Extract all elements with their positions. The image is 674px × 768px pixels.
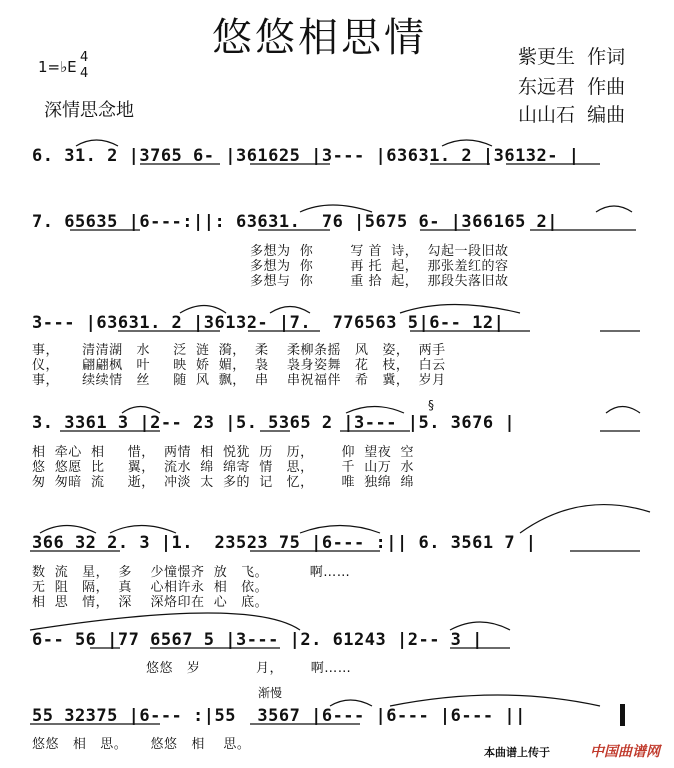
lyrics-line-6: 悠悠 岁 月， 啊…… — [146, 661, 352, 676]
score-line-2: 7. 65635 |6---:||: 63631. 76 |5675 6- |366165 2| — [32, 212, 559, 232]
slur-mark — [596, 206, 632, 212]
lyrics-line-7: 悠悠 相 思。 悠悠 相 思。 — [32, 737, 251, 752]
composer-credit: 东远君 作曲 — [518, 76, 626, 98]
lyrics-line-2-verse-2: 多想为 你 再 托 起， 那张羞红的容 — [250, 259, 509, 274]
lyrics-line-4-verse-3: 匆 匆暗 流 逝， 冲淡 太 多的 记 忆， 唯 独绵 绵 — [32, 475, 414, 490]
key-signature: 1=♭E — [38, 58, 77, 76]
segno-mark: § — [428, 398, 434, 412]
lyrics-line-4-verse-1: 相 牵心 相 惜， 两情 相 悦犹 历 历， 仰 望夜 空 — [32, 445, 414, 460]
slur-mark — [520, 505, 650, 533]
slur-mark — [270, 307, 310, 314]
slur-mark — [450, 622, 510, 630]
slur-mark — [300, 526, 380, 534]
lyrics-line-4-verse-2: 悠 悠愿 比 翼， 流水 绵 绵寄 情 思， 千 山万 水 — [32, 460, 414, 475]
song-title: 悠悠相思情 — [212, 15, 427, 61]
score-line-4: 3. 3361 3 |2-- 23 |5. 5365 2 |3--- |5. 3676 | — [32, 413, 516, 433]
slur-mark — [606, 407, 640, 414]
lyrics-line-2-verse-1: 多想为 你 写 首 诗， 勾起一段旧故 — [250, 244, 509, 259]
score-line-1: 6. 31. 2 |3765 6- |361625 |3--- |63631. 2 |36132- | — [32, 146, 580, 166]
slur-mark — [346, 407, 404, 414]
lyrics-line-3-verse-2: 仪， 翩翩枫 叶 映 娇 媚， 袅 袅身姿舞 花 枝， 白云 — [32, 358, 446, 373]
lyrics-line-3-verse-1: 事， 清清湖 水 泛 涟 漪， 柔 柔柳条摇 风 姿， 两手 — [32, 343, 446, 358]
score-line-7: 55 32375 |6--- :|55 3567 |6--- |6--- |6--- || — [32, 706, 526, 726]
slur-mark — [330, 700, 372, 706]
site-logo: 中国曲谱网 — [590, 744, 660, 760]
slur-mark — [110, 526, 176, 534]
lyrics-line-2-verse-3: 多想与 你 重 拾 起， 那段失落旧故 — [250, 274, 509, 289]
score-line-6: 6-- 56 |77 6567 5 |3--- |2. 61243 |2-- 3 | — [32, 630, 483, 650]
slur-mark — [300, 205, 372, 212]
lyrics-line-5-verse-2: 无 阻 隔， 真 心相许永 相 依。 — [32, 580, 269, 595]
tempo-mark: 渐慢 — [258, 686, 283, 700]
final-barline — [620, 704, 625, 726]
lyricist-credit: 紫更生 作词 — [518, 46, 626, 68]
slur-mark — [390, 695, 600, 706]
time-signature-top: 4 — [80, 50, 89, 65]
score-line-5: 366 32 2. 3 |1. 23523 75 |6--- :|| 6. 3561 7 | — [32, 533, 537, 553]
footer-upload-text: 本曲谱上传于 — [484, 746, 550, 759]
slur-mark — [76, 140, 118, 146]
expression-mark: 深情思念地 — [44, 100, 134, 121]
slur-mark — [30, 613, 300, 630]
lyrics-line-5-verse-3: 相 思 情， 深 深烙印在 心 底。 — [32, 595, 269, 610]
lyrics-line-3-verse-3: 事， 续续情 丝 随 风 飘， 串 串祝福伴 希 冀， 岁月 — [32, 373, 446, 388]
arranger-credit: 山山石 编曲 — [518, 104, 626, 126]
slur-mark — [400, 305, 520, 314]
slur-mark — [40, 526, 96, 534]
slur-mark — [122, 407, 160, 414]
time-signature-bottom: 4 — [80, 66, 89, 81]
slur-mark — [180, 306, 226, 314]
score-line-3: 3--- |63631. 2 |36132- |7. 776563 5|6-- 12| — [32, 313, 505, 333]
slur-mark — [442, 140, 492, 146]
lyrics-line-5-verse-1: 数 流 星， 多 少憧憬齐 放 飞。 啊…… — [32, 565, 351, 580]
